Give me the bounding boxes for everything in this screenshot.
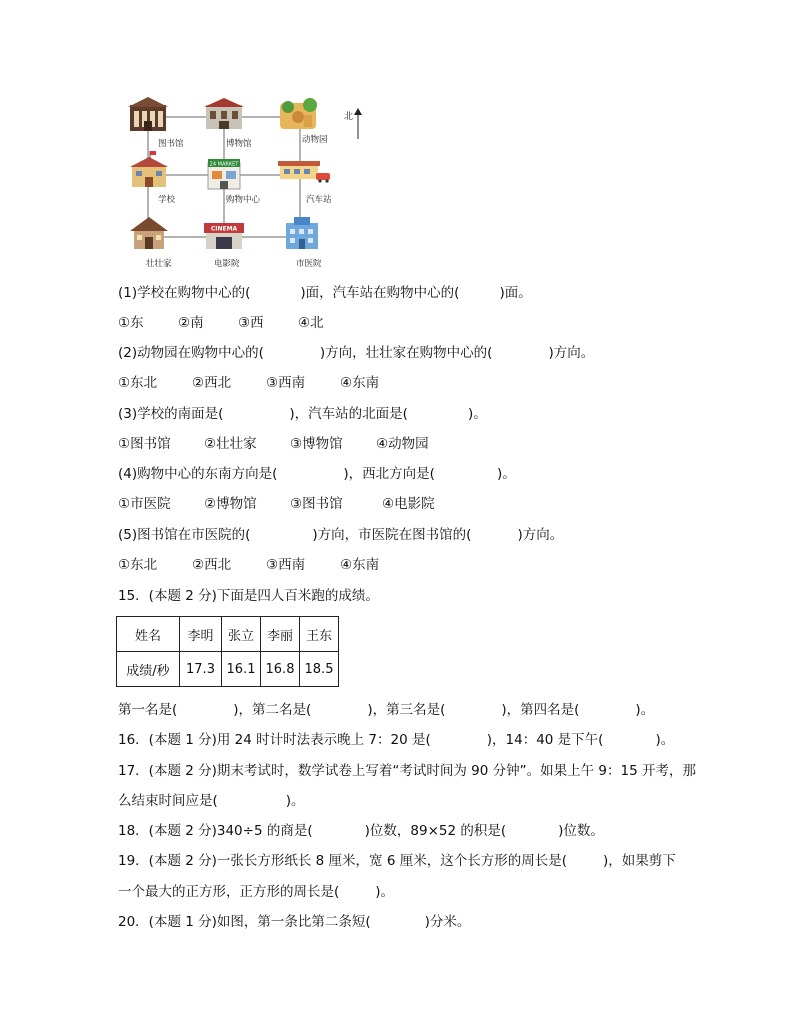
option: ③西南 (266, 557, 306, 573)
table-row (117, 652, 339, 687)
zhuangzhuang-home-label: 壮壮家 (146, 259, 172, 269)
school-label: 学校 (158, 195, 176, 205)
option: ④东南 (340, 557, 380, 573)
library-building-icon (128, 97, 168, 131)
direction-map (120, 95, 370, 270)
q14-part4-options (118, 495, 435, 513)
cinema-label: 电影院 (214, 259, 240, 269)
bus-station-label: 汽车站 (306, 195, 332, 205)
q18: 18．(本题 2 分)340÷5 的商是( )位数，89×52 的积是( )位数。 (118, 823, 604, 839)
option: ④东南 (340, 375, 380, 391)
table-header-cell: 张立 (222, 617, 261, 652)
map-grid (120, 95, 370, 270)
bus-station-icon (278, 161, 330, 183)
table-cell: 18.5 (300, 652, 339, 687)
option: ②南 (178, 315, 204, 331)
hospital-label: 市医院 (296, 259, 322, 269)
mall-label: 购物中心 (226, 195, 261, 205)
cinema-sign-text: CINEMA (210, 225, 238, 233)
cinema-building-icon (204, 223, 244, 249)
house-icon (130, 217, 168, 249)
q16: 16．(本题 1 分)用 24 时计时法表示晚上 7：20 是( )，14：40 是下午( )。 (118, 732, 675, 748)
table-header-cell: 姓名 (117, 617, 180, 652)
option: ③图书馆 (290, 496, 343, 512)
zoo-label: 动物园 (302, 135, 328, 145)
q20: 20．(本题 1 分)如图，第一条比第二条短( )分米。 (118, 914, 471, 930)
table-cell: 16.1 (222, 652, 261, 687)
option: ①市医院 (118, 496, 171, 512)
table-cell: 成绩/秒 (117, 652, 180, 687)
option: ②西北 (192, 375, 232, 391)
q14-part2-options (118, 374, 379, 392)
option: ③西南 (266, 375, 306, 391)
option: ①图书馆 (118, 436, 171, 452)
table-header-cell: 李丽 (261, 617, 300, 652)
hospital-building-icon (286, 217, 318, 249)
q14-part3-options (118, 435, 429, 453)
table-row (117, 617, 339, 652)
school-building-icon (130, 151, 168, 187)
q17-line2: 么结束时间应是( )。 (118, 793, 305, 809)
option: ③西 (238, 315, 264, 331)
option: ①东北 (118, 375, 158, 391)
museum-building-icon (204, 98, 244, 129)
q14-part5: (5)图书馆在市医院的( )方向，市医院在图书馆的( )方向。 (118, 527, 564, 543)
option: ②博物馆 (204, 496, 257, 512)
q14-part2: (2)动物园在购物中心的( )方向，壮壮家在购物中心的( )方向。 (118, 345, 595, 361)
option: ②壮壮家 (204, 436, 257, 452)
q14-part1: (1)学校在购物中心的( )面，汽车站在购物中心的( )面。 (118, 285, 532, 301)
option: ①东 (118, 315, 144, 331)
option: ③博物馆 (290, 436, 343, 452)
option: ④电影院 (382, 496, 435, 512)
option: ①东北 (118, 557, 158, 573)
q19-line1: 19．(本题 2 分)一张长方形纸长 8 厘米，宽 6 厘米，这个长方形的周长是( )，如果剪下 (118, 853, 676, 869)
q15-stem: 15．(本题 2 分)下面是四人百米跑的成绩。 (118, 588, 379, 604)
table-header-cell: 王东 (300, 617, 339, 652)
museum-label: 博物馆 (226, 139, 252, 149)
table-header-cell: 李明 (180, 617, 222, 652)
mall-sign-text: 24 MARKET (209, 161, 239, 168)
q15-answer-line: 第一名是( )，第二名是( )，第三名是( )，第四名是( )。 (118, 702, 655, 718)
north-label: 北 (344, 112, 354, 122)
race-results-table (116, 616, 339, 687)
zoo-icon (280, 98, 317, 129)
table-cell: 16.8 (261, 652, 300, 687)
q19-line2: 一个最大的正方形，正方形的周长是( )。 (118, 884, 395, 900)
q14-part4: (4)购物中心的东南方向是( )，西北方向是( )。 (118, 466, 516, 482)
library-label: 图书馆 (158, 139, 184, 149)
option: ④动物园 (376, 436, 429, 452)
q14-part1-options (118, 314, 324, 332)
north-arrow-icon (354, 108, 362, 139)
option: ②西北 (192, 557, 232, 573)
option: ④北 (298, 315, 324, 331)
q14-part5-options (118, 556, 379, 574)
q14-part3: (3)学校的南面是( )，汽车站的北面是( )。 (118, 406, 487, 422)
table-cell: 17.3 (180, 652, 222, 687)
q17-line1: 17．(本题 2 分)期末考试时，数学试卷上写着“考试时间为 90 分钟”。如果上午 9：15 开考，那 (118, 763, 696, 779)
mall-building-icon (208, 159, 240, 189)
